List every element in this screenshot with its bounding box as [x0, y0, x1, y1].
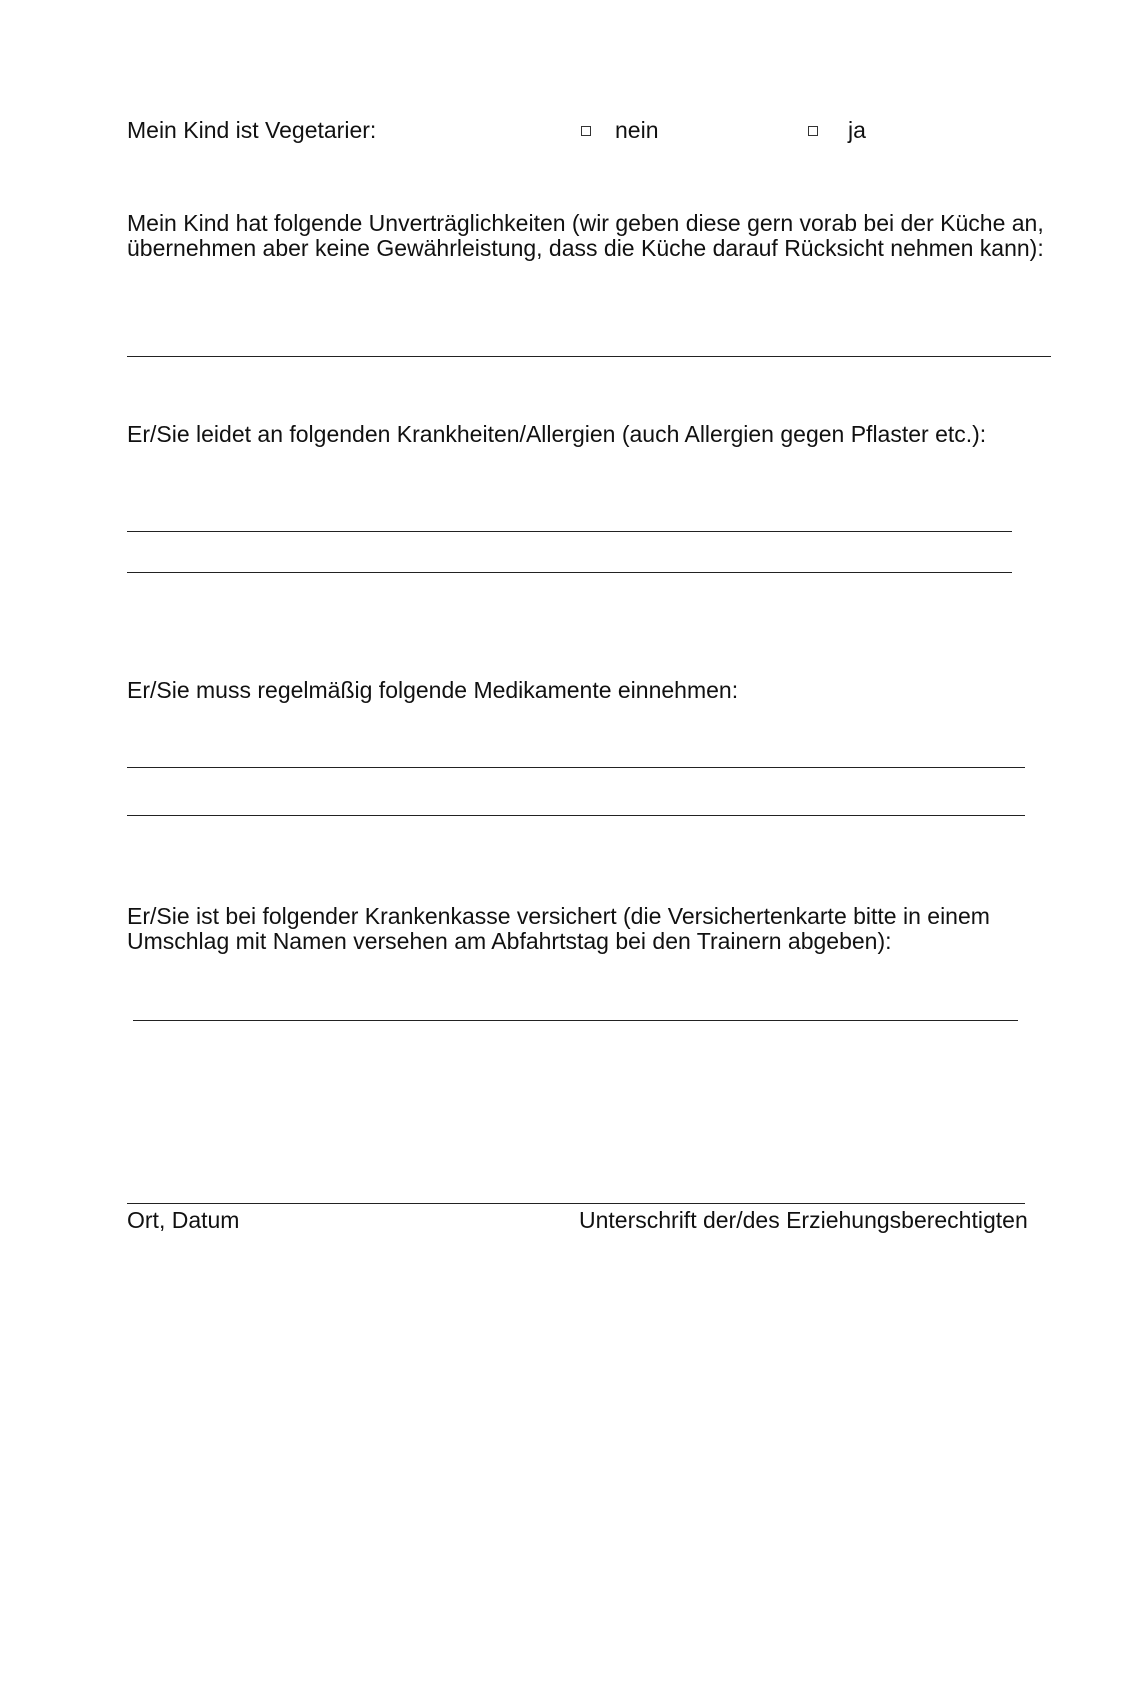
intolerances-line-1: Mein Kind hat folgende Unverträglichkeiten (wir geben diese gern vorab bei der Küche an,	[127, 210, 1044, 236]
vegetarian-question: Mein Kind ist Vegetarier:	[127, 117, 377, 143]
medication-text: Er/Sie muss regelmäßig folgende Medikamente einnehmen:	[127, 677, 739, 703]
medication-answer-line-1[interactable]	[127, 767, 1025, 768]
illnesses-answer-line-1[interactable]	[127, 531, 1012, 532]
intolerances-text	[127, 211, 1044, 261]
illnesses-text: Er/Sie leidet an folgenden Krankheiten/Allergien (auch Allergien gegen Pflaster etc.):	[127, 421, 987, 447]
place-date-label: Ort, Datum	[127, 1207, 240, 1233]
insurance-text	[127, 904, 990, 954]
vegetarian-no-label: nein	[615, 117, 659, 143]
medication-answer-line-2[interactable]	[127, 815, 1025, 816]
vegetarian-yes-checkbox[interactable]	[808, 126, 818, 136]
insurance-line-1: Er/Sie ist bei folgender Krankenkasse versichert (die Versichertenkarte bitte in einem	[127, 903, 990, 929]
intolerances-line-2: übernehmen aber keine Gewährleistung, dass die Küche darauf Rücksicht nehmen kann):	[127, 235, 1044, 261]
illnesses-answer-line-2[interactable]	[127, 572, 1012, 573]
intolerances-answer-line[interactable]	[127, 356, 1051, 357]
signature-line[interactable]	[127, 1203, 1025, 1204]
vegetarian-yes-label: ja	[848, 117, 866, 143]
insurance-line-2: Umschlag mit Namen versehen am Abfahrtstag bei den Trainern abgeben):	[127, 928, 892, 954]
signature-label: Unterschrift der/des Erziehungsberechtigten	[579, 1207, 1028, 1233]
vegetarian-no-checkbox[interactable]	[581, 126, 591, 136]
insurance-answer-line[interactable]	[133, 1020, 1018, 1021]
